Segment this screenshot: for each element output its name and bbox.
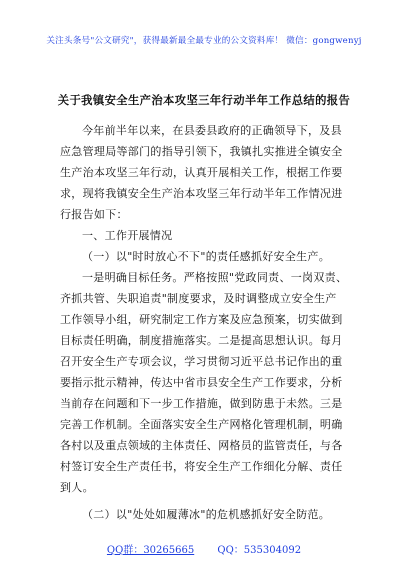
paragraph-line: 目标责任明确，制度措施落实。二是提高思想认识。每月 bbox=[60, 334, 343, 347]
subsection-heading: （一）以"时时放心不下"的责任感抓好安全生产。 bbox=[82, 250, 331, 263]
contact-footer bbox=[0, 541, 408, 556]
qq-group-link[interactable]: QQ群：30265665 bbox=[106, 545, 195, 556]
paragraph-line: 工作领导小组，研究制定工作方案及应急预案，切实做到 bbox=[60, 313, 343, 326]
paragraph-line: 当前存在问题和下一步工作措施，做到防患于未然。三是 bbox=[60, 397, 343, 410]
paragraph-line: 召开安全生产专项会议，学习贯彻习近平总书记作出的重 bbox=[60, 355, 343, 368]
paragraph-line: 齐抓共管、失职追责"制度要求，及时调整成立安全生产 bbox=[60, 292, 337, 305]
qq-contact: QQ：535304092 bbox=[217, 545, 302, 556]
paragraph-line: 今年前半年以来，在县委县政府的正确领导下，及县 bbox=[82, 124, 342, 137]
paragraph-line: 求，现将我镇安全生产治本攻坚三年行动半年工作情况进 bbox=[60, 187, 343, 200]
promo-header: 关注头条号"公文研究"，获得最新最全最专业的公文资料库！ 微信：gongwenyj bbox=[46, 36, 362, 46]
paragraph-line: 要指示批示精神，传达中省市县安全生产工作要求，分析 bbox=[60, 376, 343, 389]
document-title: 关于我镇安全生产治本攻坚三年行动半年工作总结的报告 bbox=[57, 93, 351, 107]
paragraph-line: 应急管理局等部门的指导引领下，我镇扎实推进全镇安全 bbox=[60, 145, 343, 158]
paragraph-line: 生产治本攻坚三年行动，认真开展相关工作，根据工作要 bbox=[60, 166, 343, 179]
paragraph-line: 到人。 bbox=[60, 481, 94, 494]
paragraph-line: 行报告如下： bbox=[60, 208, 128, 221]
section-heading: 一、工作开展情况 bbox=[82, 229, 173, 242]
paragraph-line: 村签订安全生产责任书，将安全生产工作细化分解、责任 bbox=[60, 460, 343, 473]
paragraph-line: 一是明确目标任务。严格按照"党政同责、一岗双责、 bbox=[82, 271, 348, 284]
paragraph-line: 完善工作机制。全面落实安全生产网格化管理机制，明确 bbox=[60, 418, 343, 431]
subsection-heading: （二）以"处处如履薄冰"的危机感抓好安全防范。 bbox=[82, 508, 331, 521]
paragraph-line: 各村以及重点领域的主体责任、网格员的监管责任，与各 bbox=[60, 439, 343, 452]
